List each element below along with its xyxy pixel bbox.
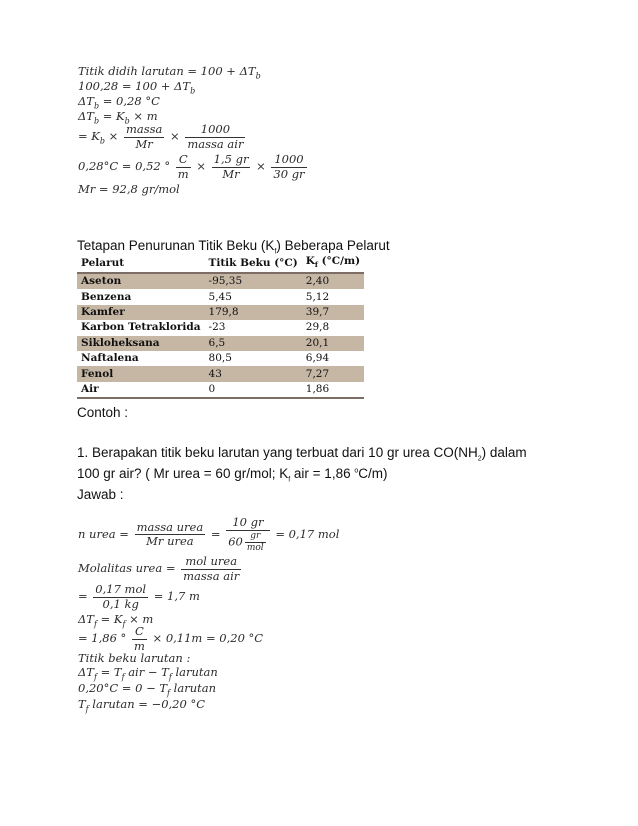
calc1-l3-text: ΔT <box>78 94 94 108</box>
calc2-e-frac <box>132 626 147 652</box>
cell-pelarut: Air <box>77 382 205 398</box>
calc1-l1-sub: b <box>255 71 261 81</box>
table-title-pre: Tetapan Penurunan Titik Beku (K <box>77 238 275 253</box>
calc2-b-den: massa air <box>183 568 240 583</box>
calc2-e-num: C <box>132 626 147 640</box>
calc2-c-den: 0,1 kg <box>102 596 139 611</box>
calc2-b-frac <box>181 556 241 582</box>
calc2-line-e <box>78 626 263 652</box>
calc2-g-sub2: f <box>121 672 125 682</box>
calc2-a-f2-den-num: gr <box>245 532 266 543</box>
calc1-l5-f1-num: massa <box>125 122 163 136</box>
header-pelarut: Pelarut <box>77 254 205 273</box>
cell-kf: 5,12 <box>302 289 364 304</box>
cell-pelarut: Aseton <box>77 273 205 289</box>
calc2-line-f <box>78 653 190 665</box>
question-line-2-pre: 100 gr air? ( Mr urea = 60 gr/mol; K <box>77 466 289 481</box>
cell-pelarut: Fenol <box>77 366 205 381</box>
cell-pelarut: Naftalena <box>77 351 205 366</box>
calc2-a-f2-den <box>226 531 269 553</box>
cell-kf: 2,40 <box>302 273 364 289</box>
question-line-2-post: C/m) <box>358 466 388 481</box>
calc1-line7 <box>78 184 180 196</box>
table-row <box>77 351 364 366</box>
calc1-l1-text: Titik didih larutan = 100 + ΔT <box>78 64 256 78</box>
calc1-line6: 0,28°C = 0,52 ° $\frac{C}{m}$ × $\frac{1,5 gr}{Mr}$ × $\frac{1000}{30 gr}$ <box>78 152 305 181</box>
calc2-b-num: mol urea <box>181 556 241 570</box>
header-kf <box>302 254 364 273</box>
calc2-b-pre: Molalitas urea = <box>78 561 176 575</box>
calc1-l5-f2-den: massa air <box>187 136 244 151</box>
calc1-l6-frac2 <box>212 154 251 180</box>
calc2-g-post: larutan <box>171 665 218 679</box>
table-row <box>77 336 364 351</box>
calc1-line5: = $K_b$ × $\frac{\text{massa}}{Mr}$ × $\frac{1000}{\text{massa air}}$ <box>78 122 244 151</box>
calc2-a-f2-den-pre: 60 <box>228 534 243 548</box>
calc2-h-pre: 0,20°C = 0 − T <box>78 681 168 695</box>
table-title-sub: f <box>274 248 277 256</box>
cell-titik-beku: 43 <box>205 366 302 381</box>
table-header-row <box>77 254 364 273</box>
table-row <box>77 320 364 335</box>
calc2-i-pre: T <box>78 697 86 711</box>
question-line-1-pre: 1. Berapakan titik beku larutan yang terbuat dari 10 gr urea CO(NH <box>77 445 478 460</box>
cell-kf: 1,86 <box>302 382 364 398</box>
calc1-l2-text: 100,28 = 100 + ΔT <box>78 79 191 93</box>
calc1-l6-f2-num: 1,5 gr <box>213 152 249 166</box>
calc2-a-f1-num: massa urea <box>136 519 204 534</box>
calc2-a-frac2 <box>226 517 269 553</box>
cell-pelarut: Kamfer <box>77 305 205 320</box>
cell-titik-beku: -95,35 <box>205 273 302 289</box>
calc2-h-sub: f <box>167 688 171 698</box>
calc2-a-f2-num: 10 gr <box>226 517 269 531</box>
cell-kf: 39,7 <box>302 305 364 320</box>
table-row <box>77 273 364 289</box>
cell-pelarut: Benzena <box>77 289 205 304</box>
header-kf-sub: f <box>314 260 318 270</box>
calc2-a-eq: = <box>210 526 221 541</box>
calc1-l5-frac1 <box>124 124 164 150</box>
calc1-l7-text: Mr = 92,8 gr/mol <box>78 182 180 196</box>
calc2-a-f2-den-frac <box>245 532 266 553</box>
calc2-a-frac1 <box>135 519 206 549</box>
calc2-f-text: Titik beku larutan : <box>78 651 191 665</box>
calc2-g-sub: f <box>93 672 97 682</box>
calc1-l4-sub: b <box>93 116 100 126</box>
cell-titik-beku: 0 <box>205 382 302 398</box>
question-line-2 <box>77 466 388 484</box>
calc2-a-post: = 0,17 mol <box>275 526 340 541</box>
calc2-line-a <box>78 517 339 553</box>
calc2-a-f2-den-den: mol <box>246 542 264 553</box>
calc2-i-sub: f <box>85 704 89 714</box>
calc2-c-post: = 1,7 m <box>153 589 200 603</box>
calc2-h-post: larutan <box>170 681 216 695</box>
calc2-d-sub: f <box>93 619 97 629</box>
calc2-g-text: ΔT <box>78 665 94 679</box>
question-line-1-post: ) dalam <box>481 445 527 460</box>
question-line-1 <box>77 445 527 463</box>
calc1-l6-pre: 0,28°C = 0,52 ° <box>78 159 171 173</box>
calc1-l6-f3-den: 30 gr <box>273 166 305 181</box>
table-row <box>77 289 364 304</box>
calc1-l4-mid: = K <box>99 109 125 123</box>
question-line-2-mid: air = 1,86 <box>290 466 355 481</box>
calc1-l5-sub: b <box>99 136 106 146</box>
calc1-l5-f2-num: 1000 <box>185 124 245 138</box>
answer-label: Jawab : <box>77 487 124 502</box>
cell-pelarut: Karbon Tetraklorida <box>77 320 205 335</box>
calc2-e-den: m <box>133 638 145 653</box>
header-kf-k: K <box>305 255 315 267</box>
calc2-line-h <box>78 683 216 697</box>
cell-titik-beku: 5,45 <box>205 289 302 304</box>
calc2-c-frac <box>93 584 148 610</box>
cell-kf: 7,27 <box>302 366 364 381</box>
freezing-point-constants-table <box>77 254 364 399</box>
example-label: Contoh : <box>77 405 129 420</box>
cell-kf: 20,1 <box>302 336 364 351</box>
table-row <box>77 366 364 381</box>
calc2-c-pre: = <box>78 589 88 603</box>
cell-titik-beku: -23 <box>205 320 302 335</box>
calc1-l4-rest: × m <box>129 109 158 123</box>
calc1-l5-f1-den: Mr <box>135 136 153 151</box>
cell-titik-beku: 6,5 <box>205 336 302 351</box>
calc1-l5-pre: = K <box>78 129 100 143</box>
calc2-line-i <box>78 699 205 713</box>
freezing-point-calculation <box>72 511 340 716</box>
calc2-line-g <box>78 667 218 681</box>
table-title-post: ) Beberapa Pelarut <box>276 238 390 253</box>
header-titik-beku: Titik Beku (°C) <box>205 254 302 273</box>
calc2-d-sub2: f <box>122 619 126 629</box>
question-line-1-sub: 2 <box>477 455 482 463</box>
calc2-a-f1-den: Mr urea <box>146 534 194 549</box>
table-body <box>77 273 364 398</box>
table-row <box>77 382 364 398</box>
calc2-d-post: × m <box>125 612 154 626</box>
calc1-l3-rest: = 0,28 °C <box>99 94 160 108</box>
calc1-l4-text: ΔT <box>78 109 94 123</box>
calc2-g-mid: = T <box>96 665 122 679</box>
calc2-line-b <box>78 556 243 582</box>
table-row <box>77 305 364 320</box>
calc2-line-c <box>78 584 200 610</box>
calc1-l6-f1-den: m <box>177 166 189 181</box>
calc1-l6-frac3 <box>271 154 306 180</box>
calc1-l6-f2-den: Mr <box>222 166 240 181</box>
cell-kf: 6,94 <box>302 351 364 366</box>
calc2-g-sub3: f <box>168 672 172 682</box>
calc2-a-pre: n urea = <box>78 526 129 541</box>
calc2-d-mid: = K <box>96 612 123 626</box>
question-line-2-sup: o <box>354 467 359 475</box>
header-kf-unit: (°C/m) <box>317 255 361 267</box>
calc1-l3-sub: b <box>93 101 100 111</box>
question-line-2-sub: f <box>288 476 291 484</box>
calc1-l6-frac1 <box>176 154 191 180</box>
calc1-l5-frac2 <box>185 124 245 150</box>
calc1-l2-sub: b <box>190 86 196 96</box>
calc2-e-pre: = 1,86 ° <box>78 631 127 645</box>
calc2-d-text: ΔT <box>78 612 94 626</box>
calc1-l6-f1-num: C <box>176 154 191 168</box>
calc2-g-mid2: air − T <box>124 665 169 679</box>
calc2-e-post: × 0,11m = 0,20 °C <box>152 631 264 645</box>
cell-titik-beku: 179,8 <box>205 305 302 320</box>
calc2-c-num: 0,17 mol <box>95 582 147 596</box>
calc1-l6-f3-num: 1000 <box>271 154 306 168</box>
boiling-point-calculation <box>72 62 305 200</box>
cell-titik-beku: 80,5 <box>205 351 302 366</box>
cell-kf: 29,8 <box>302 320 364 335</box>
calc1-l4-sub2: b <box>124 116 130 126</box>
calc2-i-post: larutan = −0,20 °C <box>88 697 206 711</box>
cell-pelarut: Sikloheksana <box>77 336 205 351</box>
